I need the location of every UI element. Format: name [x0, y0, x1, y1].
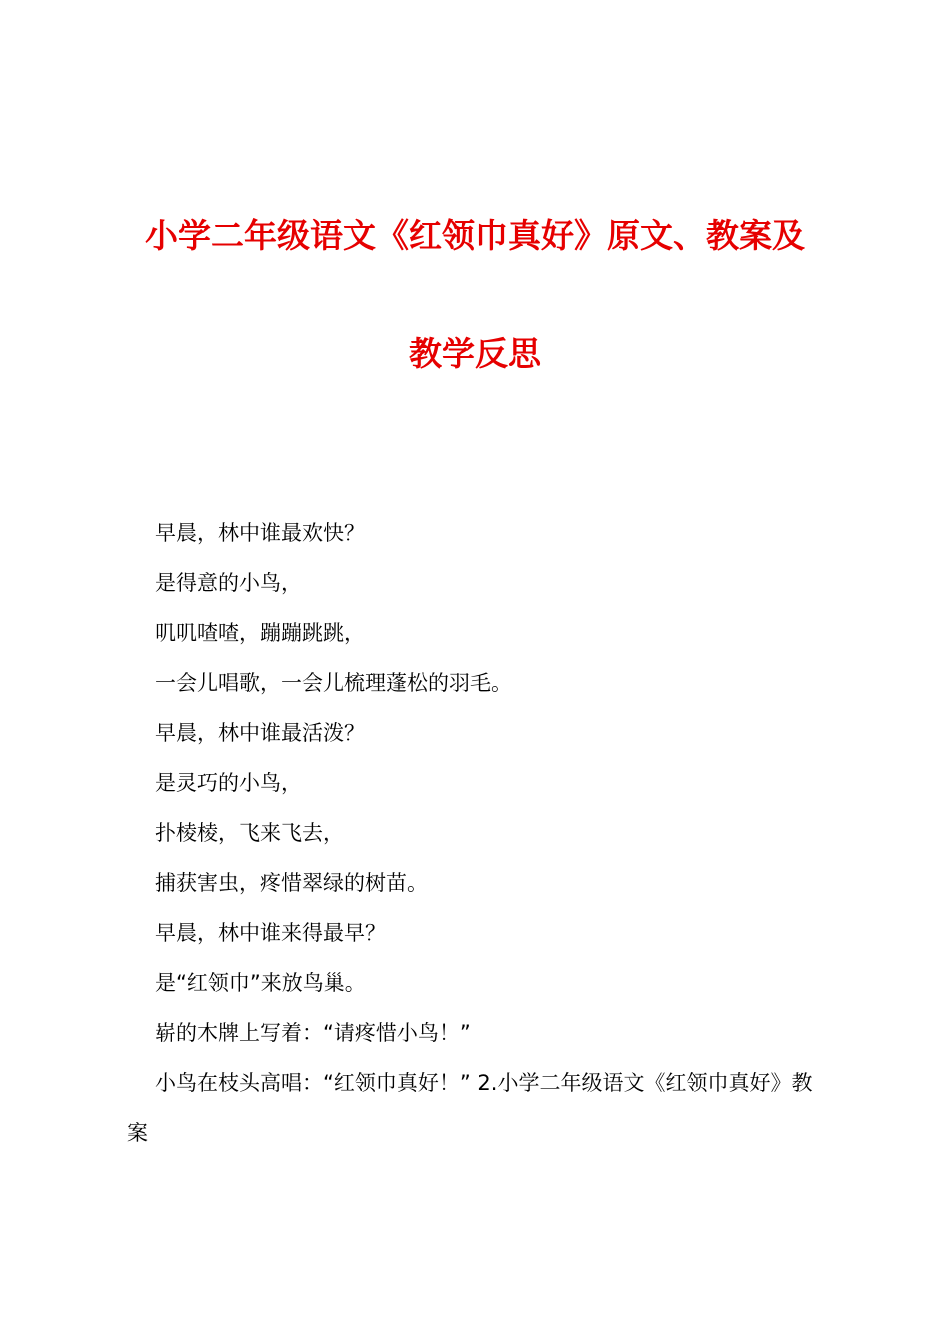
- poem-line: 崭的木牌上写着：“请疼惜小鸟！”: [155, 1021, 471, 1045]
- poem-line: 是“红领巾”来放鸟巢。: [155, 971, 366, 995]
- document-title-line-1: 小学二年级语文《红领巾真好》原文、教案及: [145, 216, 805, 255]
- poem-line: 早晨，林中谁来得最早？: [155, 921, 386, 945]
- poem-line: 叽叽喳喳，蹦蹦跳跳，: [155, 621, 365, 645]
- poem-line: 一会儿唱歌，一会儿梳理蓬松的羽毛。: [155, 671, 512, 695]
- document-title-line-2: 教学反思: [409, 334, 541, 373]
- poem-line: 早晨，林中谁最活泼？: [155, 721, 365, 745]
- closing-paragraph: 小鸟在枝头高唱：“红领巾真好！” 2.小学二年级语文《红领巾真好》教案: [127, 1071, 813, 1145]
- poem-line: 是得意的小鸟，: [155, 571, 302, 595]
- poem-line: 捕获害虫，疼惜翠绿的树苗。: [155, 871, 428, 895]
- poem-line: 扑棱棱，飞来飞去，: [155, 821, 344, 845]
- poem-line: 早晨，林中谁最欢快？: [155, 521, 365, 545]
- document-body: [127, 515, 827, 1158]
- poem-line: 是灵巧的小鸟，: [155, 771, 302, 795]
